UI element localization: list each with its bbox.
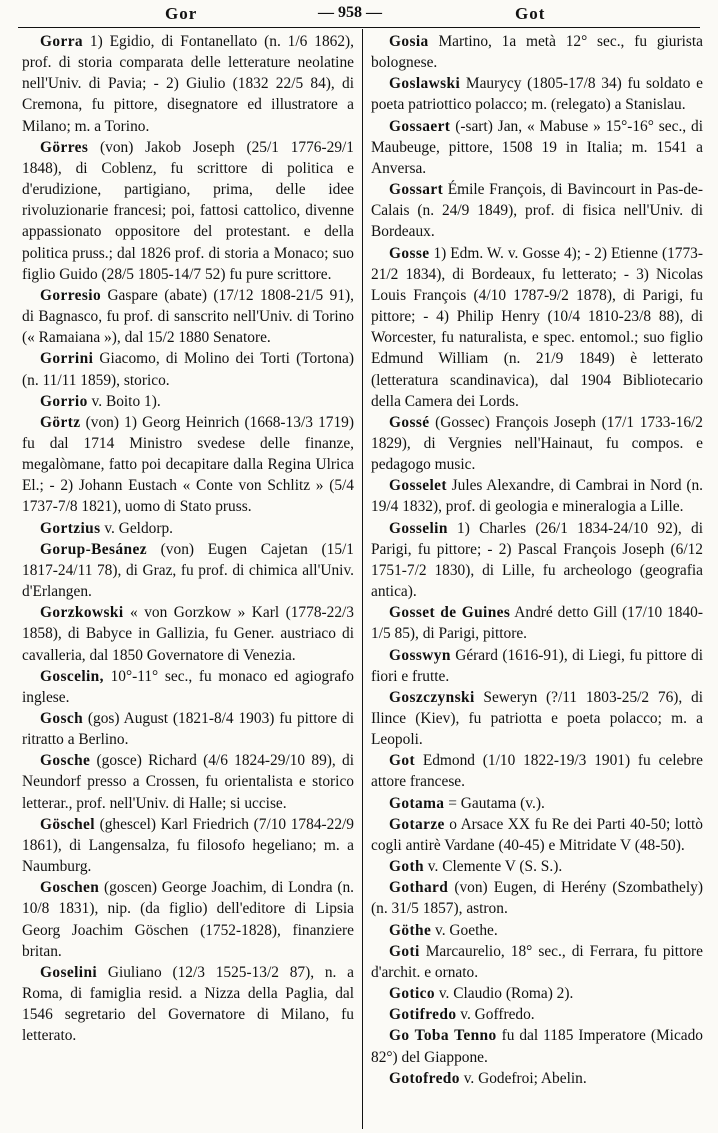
entry-text: (goscen) George Joachim, di Londra (n. 10/8 1831), nip. (da figlio) dell'editore di Lipsia Georg Joachim Göschen (1752-1828), finanziere britan. xyxy=(22,879,354,960)
entry-text: (Gossec) François Joseph (17/1 1733-16/2 1829), di Vergnies nell'Hainaut, fu compos. e pedagogo music. xyxy=(371,413,703,474)
header-left-guideword: Gor xyxy=(165,4,198,23)
entry-headword: Gorra xyxy=(40,33,84,50)
dictionary-entry xyxy=(22,877,354,962)
dictionary-entry xyxy=(371,179,703,242)
column-divider xyxy=(362,29,363,1129)
dictionary-entry xyxy=(371,243,703,412)
header-rule xyxy=(18,27,700,28)
entry-headword: Görres xyxy=(40,138,89,156)
entry-headword: Goslawski xyxy=(389,75,461,93)
page-header xyxy=(0,0,718,28)
dictionary-entry xyxy=(22,539,354,602)
entry-headword: Goselini xyxy=(40,963,98,981)
entry-headword: Gossé xyxy=(389,413,430,431)
entry-text: (-sart) Jan, « Mabuse » 15°-16° sec., di Maubeuge, pittore, 1508 19 in Italia; m. 1541 a Anversa. xyxy=(371,117,703,177)
entry-headword: Gortzius xyxy=(40,519,101,537)
entry-headword: Görtz xyxy=(40,413,81,431)
entry-text: (von) Eugen Cajetan (15/1 1817-24/11 78), di Graz, fu prof. di chimica all'Univ. d'Erlangen. xyxy=(22,540,354,601)
entry-text: (ghescel) Karl Friedrich (7/10 1784-22/9 1861), di Langensalza, fu filosofo hegeliano; m. a Naumburg. xyxy=(22,815,354,876)
entry-headword: Goth xyxy=(389,858,424,876)
entry-headword: Gosset de Guines xyxy=(389,604,511,622)
entry-headword: Gotarze xyxy=(389,815,445,833)
entry-text: (von) Eugen, di Herény (Szombathely) (n. 31/5 1857), astron. xyxy=(371,879,703,918)
dictionary-entry xyxy=(371,750,703,792)
entry-headword: Goszczynski xyxy=(389,688,475,706)
entry-headword: Göthe xyxy=(389,921,432,939)
dictionary-entry xyxy=(371,1068,703,1089)
entry-text: fu dal 1185 Imperatore (Micado 82°) del Giappone. xyxy=(371,1027,704,1066)
entry-text: = Gautama (v.). xyxy=(444,794,545,812)
entry-text: Giacomo, di Molino dei Torti (Tortona) (n. 11/11 1859), storico. xyxy=(22,350,354,389)
dictionary-entry xyxy=(371,602,703,644)
dictionary-entry xyxy=(22,814,354,877)
entry-text: Martino, 1a metà 12° sec., fu giurista bolognese. xyxy=(371,33,703,72)
entry-text: (von) 1) Georg Heinrich (1668-13/3 1719) fu dal 1714 Ministro svedese delle finanze, megalòmane, fatto poi decapitare dalla Regina Ulrica El.; - 2) Johann Eustach « Conte von Schlitz » (5/4 1737-7/8 1821), uomo di Stato pruss. xyxy=(22,413,354,516)
dictionary-entry xyxy=(22,962,354,1047)
dictionary-entry xyxy=(22,31,354,137)
page-number: — 958 — xyxy=(318,4,382,21)
dictionary-entry xyxy=(371,31,703,73)
dictionary-entry xyxy=(22,391,354,412)
entry-headword: Gossart xyxy=(389,181,444,199)
entry-text: Gérard (1616-91), di Liegi, fu pittore di fiori e frutte. xyxy=(371,646,703,685)
entry-text: 1) Egidio, di Fontanellato (n. 1/6 1862), prof. di storia comparata delle letterature neolatine nell'Univ. di Pavia; - 2) Giulio (1832 22/5 84), di Cremona, fu pittore, disegnatore ed illustratore a Milano; m. a Torino. xyxy=(22,33,354,135)
dictionary-entry xyxy=(371,73,703,115)
dictionary-entry xyxy=(371,116,703,179)
entry-headword: Go Toba Tenno xyxy=(389,1027,497,1045)
entry-headword: Gotofredo xyxy=(389,1069,460,1087)
entry-headword: Gosch xyxy=(40,710,84,727)
dictionary-entry xyxy=(22,602,354,665)
dictionary-entry xyxy=(22,348,354,390)
entry-headword: Gosse xyxy=(389,244,430,262)
entry-text: o Arsace XX fu Re dei Parti 40-50; lottò cogli antirè Vardane (40-45) e Mitridate V (48-50). xyxy=(371,815,703,854)
dictionary-entry xyxy=(22,137,354,285)
entry-text: André detto Gill (17/10 1840-1/5 85), di Parigi, pittore. xyxy=(371,604,703,643)
entry-headword: Gorrio xyxy=(40,392,88,410)
dictionary-entry xyxy=(22,518,354,539)
dictionary-entry xyxy=(22,412,354,518)
dictionary-entry xyxy=(371,645,703,687)
entry-headword: Gosselet xyxy=(389,477,447,495)
dictionary-entry xyxy=(22,666,354,708)
entry-headword: Gosselin xyxy=(389,519,448,537)
dictionary-entry xyxy=(371,475,703,517)
entry-headword: Got xyxy=(389,752,415,770)
dictionary-entry xyxy=(371,920,703,941)
entry-headword: Gosche xyxy=(40,752,91,770)
entry-text: « von Gorzkow » Karl (1778-22/3 1858), di Babyce in Gallizia, fu Gener. austriaco di cavalleria, dal 1850 Governatore di Venezia. xyxy=(22,604,354,664)
entry-headword: Gothard xyxy=(389,879,449,897)
entry-headword: Goscelin, xyxy=(40,667,104,685)
left-column xyxy=(22,31,354,1047)
entry-headword: Gorrini xyxy=(40,350,94,368)
entry-headword: Gorzkowski xyxy=(40,604,124,622)
entry-headword: Göschel xyxy=(40,815,95,833)
dictionary-entry xyxy=(371,877,703,919)
entry-text: Émile François, di Bavincourt in Pas-de-Calais (n. 24/9 1849), prof. di fisica nell'Univ. di Bordeaux. xyxy=(371,181,703,241)
entry-text: 10°-11° sec., fu monaco ed agiografo inglese. xyxy=(22,667,354,706)
entry-text: Gaspare (abate) (17/12 1808-21/5 91), di Bagnasco, fu prof. di sanscrito nell'Univ. di Torino (« Ramaiana »), dal 15/2 1880 Senatore. xyxy=(22,286,354,347)
entry-text: 1) Charles (26/1 1834-24/10 92), di Parigi, fu pittore; - 2) Pascal François Joseph (6/12 1751-7/2 1830), di Lille, fu archeologo (geografia antica). xyxy=(371,519,703,601)
entry-text: 1) Edm. W. v. Gosse 4); - 2) Etienne (1773-21/2 1834), di Bordeaux, fu letterato; - 3) Nicolas Louis François (4/10 1787-9/2 1878), di Parigi, fu pittore; - 4) Philip Henry (10/4 1810-23/8 88), di Worcester, fu naturalista, e spec. entomol.; suo figlio Edmund William (n. 21/9 1849) è letterato (letteratura scandinavica), dal 1904 Bibliotecario della Camera dei Lords. xyxy=(371,244,703,410)
entry-headword: Gotifredo xyxy=(389,1006,457,1024)
dictionary-entry xyxy=(371,814,703,856)
dictionary-entry xyxy=(371,1025,703,1067)
entry-headword: Gotama xyxy=(389,794,445,812)
entry-headword: Gosia xyxy=(389,33,429,50)
entry-headword: Goschen xyxy=(40,879,100,897)
entry-text: Marcaurelio, 18° sec., di Ferrara, fu pittore d'archit. e ornato. xyxy=(371,942,703,981)
dictionary-entry xyxy=(371,518,703,603)
dictionary-entry xyxy=(371,983,703,1004)
dictionary-entry xyxy=(371,856,703,877)
entry-text: (gosce) Richard (4/6 1824-29/10 89), di Neundorf presso a Crossen, fu orientalista e storico letterar., prof. nell'Univ. di Halle; si uccise. xyxy=(22,752,354,812)
entry-headword: Gorresio xyxy=(40,286,102,304)
dictionary-entry xyxy=(22,750,354,813)
entry-text: v. Clemente V (S. S.). xyxy=(423,858,563,876)
entry-text: v. Goethe. xyxy=(431,921,498,939)
entry-text: Seweryn (?/11 1803-25/2 76), di Ilince (Kiev), fu patriotta e poeta polacco; m. a Leopoli. xyxy=(371,688,703,749)
dictionary-entry xyxy=(371,1004,703,1025)
dictionary-entry xyxy=(22,285,354,348)
entry-text: Giuliano (12/3 1525-13/2 87), n. a Roma, di famiglia resid. a Nizza della Paglia, dal 1546 segretario del Governatore di Milano, fu letterato. xyxy=(22,963,354,1045)
entry-text: Edmond (1/10 1822-19/3 1901) fu celebre attore francese. xyxy=(371,752,703,791)
dictionary-entry xyxy=(371,941,703,983)
entry-text: v. Boito 1). xyxy=(87,392,161,410)
dictionary-entry xyxy=(371,687,703,750)
entry-text: v. Goffredo. xyxy=(456,1006,535,1024)
entry-headword: Gosswyn xyxy=(389,646,451,664)
entry-text: Jules Alexandre, di Cambrai in Nord (n. 19/4 1832), prof. di geologia e mineralogia a Lille. xyxy=(371,477,703,516)
entry-headword: Gotico xyxy=(389,985,435,1003)
entry-headword: Gossaert xyxy=(389,117,451,135)
entry-text: (gos) August (1821-8/4 1903) fu pittore di ritratto a Berlino. xyxy=(22,710,354,749)
right-column xyxy=(371,31,703,1089)
dictionary-entry xyxy=(371,412,703,475)
entry-headword: Gorup-Besánez xyxy=(40,540,147,558)
entry-text: v. Godefroi; Abelin. xyxy=(459,1069,587,1087)
dictionary-entry xyxy=(371,793,703,814)
entry-headword: Goti xyxy=(389,942,420,960)
header-right-guideword: Got xyxy=(515,4,546,23)
dictionary-entry xyxy=(22,708,354,750)
entry-text: Maurycy (1805-17/8 34) fu soldato e poeta patriottico polacco; m. (relegato) a Stanislau. xyxy=(371,75,703,114)
entry-text: (von) Jakob Joseph (25/1 1776-29/1 1848), di Coblenz, fu scrittore di politica e d'erudizione, partigiano, prima, delle idee rivoluzionarie francesi; poi, fattosi cattolico, divenne appassionato oppositore del protestant. e della politica pruss.; dal 1826 prof. di storia a Monaco; suo figlio Guido (28/5 1805-14/7 52) fu pure scrittore. xyxy=(22,138,354,283)
entry-text: v. Geldorp. xyxy=(100,519,174,537)
entry-text: v. Claudio (Roma) 2). xyxy=(435,985,574,1003)
